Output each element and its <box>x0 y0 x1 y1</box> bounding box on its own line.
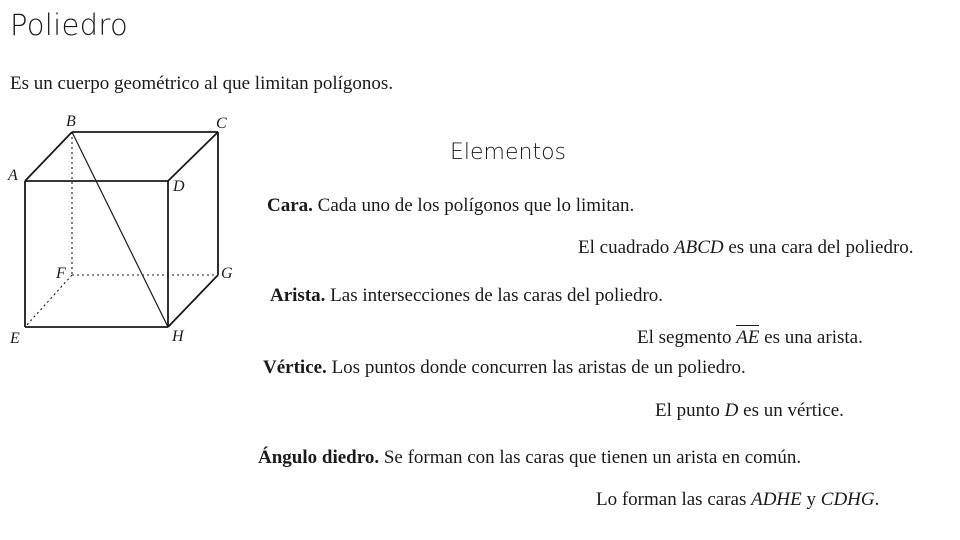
label-b: B <box>66 113 76 130</box>
label-e: E <box>10 330 20 347</box>
term-cara: Cara. <box>267 195 313 216</box>
example-math: ABCD <box>674 237 724 258</box>
term-arista: Arista. <box>270 285 326 306</box>
term-vertice: Vértice. <box>263 357 327 378</box>
definition-text: Los puntos donde concurren las aristas de un poliedro. <box>326 357 746 378</box>
definition-arista <box>270 285 663 307</box>
label-c: C <box>216 115 227 132</box>
cube-diagram <box>0 105 250 350</box>
edge-ab <box>25 132 72 181</box>
definition-text: Se forman con las caras que tienen un arista en común. <box>379 447 802 468</box>
section-title: Elementos <box>450 140 567 165</box>
example-angulo-diedro <box>596 489 879 511</box>
example-text: El cuadrado <box>578 237 675 258</box>
example-text: Lo forman las caras <box>596 489 752 510</box>
label-d: D <box>173 178 185 195</box>
example-text: es un vértice. <box>738 400 844 421</box>
segment-notation: AE <box>736 327 760 348</box>
definition-angulo-diedro <box>258 447 801 469</box>
edge-gh <box>168 275 218 327</box>
example-text: es una cara del poliedro. <box>723 237 914 258</box>
example-text: es una arista. <box>759 327 863 348</box>
example-text: . <box>874 489 880 510</box>
example-math: CDHG <box>820 489 875 510</box>
example-math: ADHE <box>751 489 802 510</box>
example-cara <box>578 237 914 259</box>
example-text: El punto <box>655 400 725 421</box>
intro-text: Es un cuerpo geométrico al que limitan polígonos. <box>10 73 394 94</box>
definition-text: Cada uno de los polígonos que lo limitan. <box>312 195 635 216</box>
definition-vertice <box>263 357 746 379</box>
hidden-edge-fe <box>25 275 72 327</box>
example-math: D <box>724 400 739 421</box>
definition-text: Las intersecciones de las caras del poliedro. <box>325 285 664 306</box>
example-vertice <box>655 400 844 422</box>
label-a: A <box>8 167 18 184</box>
label-f: F <box>56 265 66 282</box>
example-text: El segmento <box>637 327 737 348</box>
example-arista <box>637 327 863 349</box>
example-text: y <box>801 489 821 510</box>
edge-cd <box>168 132 218 181</box>
definition-cara <box>267 195 634 217</box>
diagonal-bh <box>72 132 168 327</box>
page-title: Poliedro <box>10 8 128 42</box>
label-h: H <box>172 328 184 345</box>
label-g: G <box>221 265 233 282</box>
term-angulo-diedro: Ángulo diedro. <box>258 447 380 468</box>
